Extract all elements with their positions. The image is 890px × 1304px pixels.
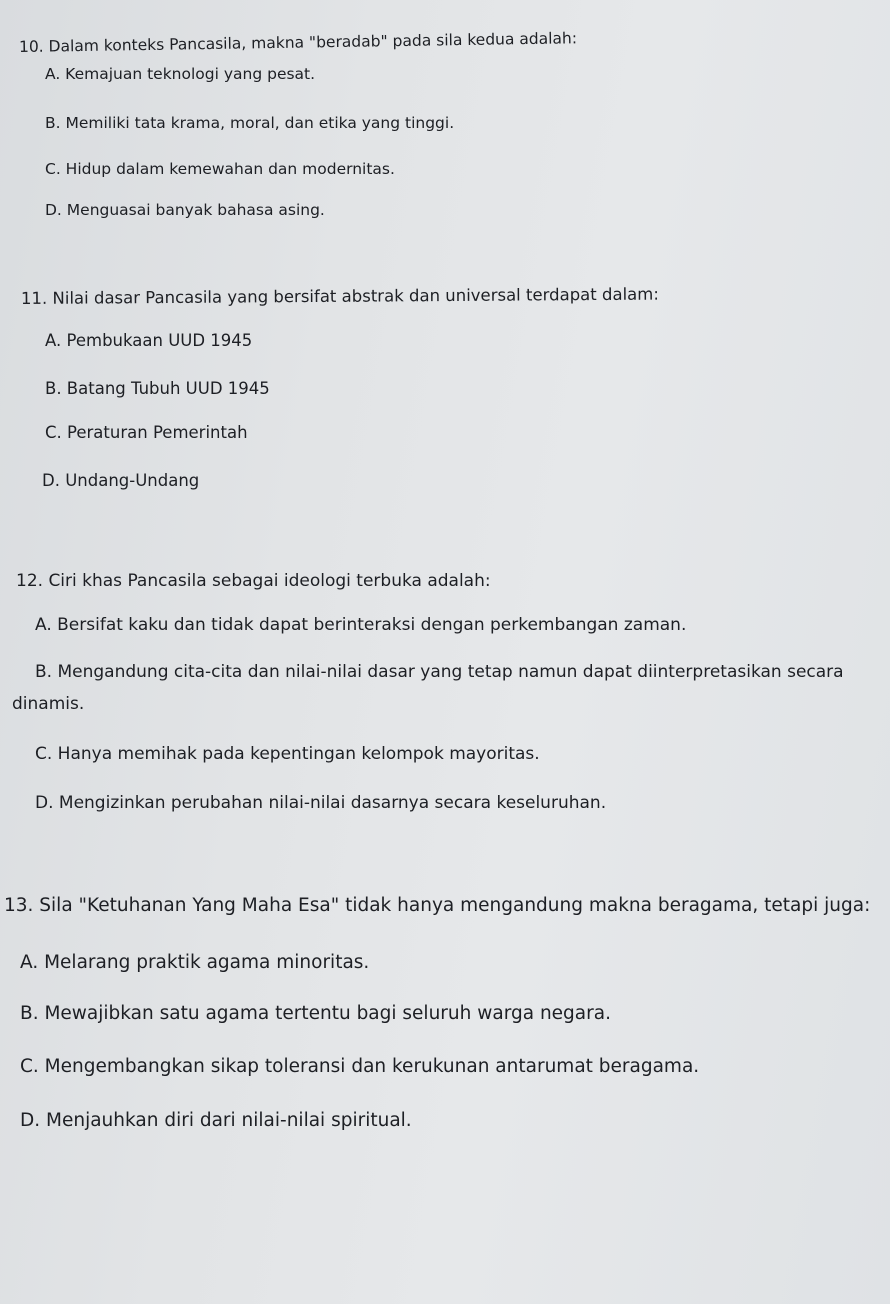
question-10-option-d: D. Menguasai banyak bahasa asing. bbox=[45, 201, 325, 219]
question-11-option-a: A. Pembukaan UUD 1945 bbox=[45, 331, 253, 350]
question-13-option-d: D. Menjauhkan diri dari nilai-nilai spiritual. bbox=[20, 1110, 412, 1131]
question-11-option-d: D. Undang-Undang bbox=[42, 471, 200, 490]
question-12-option-b-continued: dinamis. bbox=[12, 694, 85, 714]
question-13-text: 13. Sila "Ketuhanan Yang Maha Esa" tidak hanya mengandung makna beragama, tetapi juga: bbox=[4, 895, 871, 916]
question-11-text: 11. Nilai dasar Pancasila yang bersifat abstrak dan universal terdapat dalam: bbox=[20, 284, 659, 308]
question-12-option-c: C. Hanya memihak pada kepentingan kelompok mayoritas. bbox=[35, 744, 540, 764]
question-13-option-b: B. Mewajibkan satu agama tertentu bagi seluruh warga negara. bbox=[20, 1003, 611, 1024]
question-10-option-b: B. Memiliki tata krama, moral, dan etika yang tinggi. bbox=[45, 114, 455, 132]
question-12-text: 12. Ciri khas Pancasila sebagai ideologi terbuka adalah: bbox=[16, 571, 491, 591]
question-12-option-d: D. Mengizinkan perubahan nilai-nilai dasarnya secara keseluruhan. bbox=[35, 793, 607, 813]
question-10-text: 10. Dalam konteks Pancasila, makna "beradab" pada sila kedua adalah: bbox=[18, 29, 578, 56]
question-11-option-c: C. Peraturan Pemerintah bbox=[45, 423, 248, 442]
question-10-option-a: A. Kemajuan teknologi yang pesat. bbox=[45, 65, 316, 83]
question-13-option-a: A. Melarang praktik agama minoritas. bbox=[20, 952, 370, 973]
question-11-option-b: B. Batang Tubuh UUD 1945 bbox=[45, 379, 270, 398]
question-13-option-c: C. Mengembangkan sikap toleransi dan kerukunan antarumat beragama. bbox=[20, 1056, 700, 1077]
question-10-option-c: C. Hidup dalam kemewahan dan modernitas. bbox=[45, 160, 395, 178]
question-12-option-a: A. Bersifat kaku dan tidak dapat berinteraksi dengan perkembangan zaman. bbox=[35, 615, 687, 635]
question-12-option-b: B. Mengandung cita-cita dan nilai-nilai dasar yang tetap namun dapat diinterpretasikan secara bbox=[35, 662, 844, 682]
